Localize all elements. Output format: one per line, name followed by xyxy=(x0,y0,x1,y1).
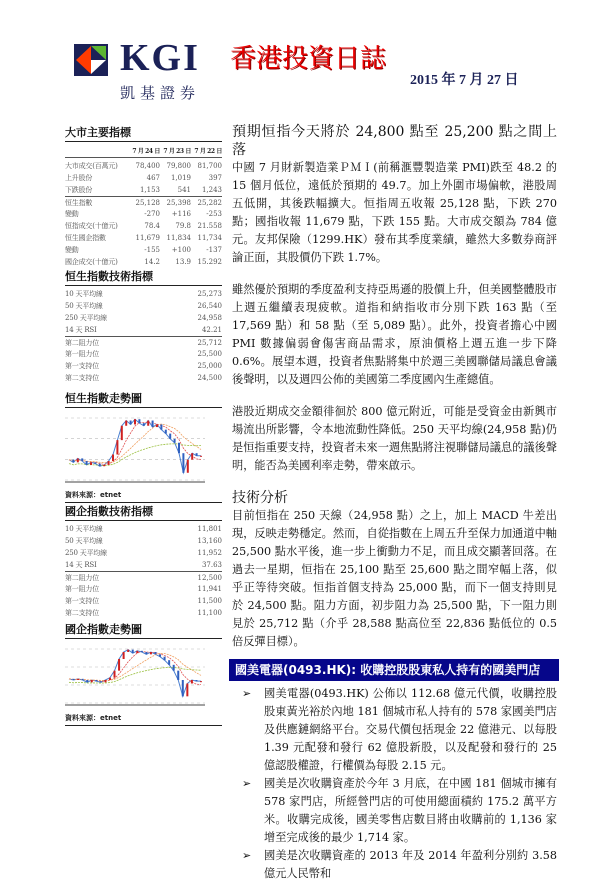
bullet-arrow-icon: ➢ xyxy=(242,687,252,700)
table-row xyxy=(65,196,222,208)
chart-title: 恒生指數走勢圖 xyxy=(65,390,222,408)
table-row xyxy=(65,348,222,360)
candle xyxy=(169,434,171,439)
candle xyxy=(90,462,92,465)
bullet-item xyxy=(232,775,557,847)
paragraph: 港股近期成交金額徘徊於 800 億元附近，可能是受資金由新興市場流出所影響，令本地流動性降低。250 天平均線(24,958 點)仍是恒指重要支持，投資者未來一週焦點將注視聯儲局議息的議後聲明，能否為美國利率走勢，帶來啟示。 xyxy=(232,405,557,472)
candle xyxy=(112,454,114,461)
candle xyxy=(116,440,118,454)
row-label: 10 天平均線 xyxy=(65,525,103,533)
candle xyxy=(103,465,105,466)
article-headline: 預期恒指今天將於 24,800 點至 25,200 點之間上落 xyxy=(232,124,557,158)
cell-value: 79,800 xyxy=(166,162,191,170)
cell-value: 1,019 xyxy=(170,174,191,182)
candle xyxy=(123,652,125,659)
stock-banner: 國美電器(0493.HK): 收購控股股東私人持有的國美門店 xyxy=(229,659,559,681)
table-row xyxy=(65,372,222,384)
table-row xyxy=(65,172,222,184)
candle xyxy=(168,660,170,665)
candle xyxy=(72,460,74,463)
row-label: 250 天平均線 xyxy=(65,314,107,322)
cell-value: 13.9 xyxy=(175,258,191,266)
candle xyxy=(73,679,75,680)
row-label: 第一阻力位 xyxy=(65,350,99,358)
bullet-item xyxy=(232,847,557,883)
candle xyxy=(159,654,161,656)
section-title: 恒生指數技術指標 xyxy=(65,268,222,286)
candle xyxy=(174,439,176,443)
paragraph: 雖然優於預期的季度盈利支持亞馬遜的股價上升，但美國整體股市上週五繼續表現疲軟。道指和納指收市分別下跌 163 點（至 17,569 點）和 58 點（至 5,089 點）。此外，投資者擔心中國 PMI 數據偏弱會傷害商品需求，原油價格上週五進一步下降 0.6%。展望本週，投資者焦點將集中於週三美國聯儲局議息會議後聲明，以及週四公佈的美國第二季度國內生產總值。 xyxy=(232,283,557,386)
cell-value: 78.4 xyxy=(144,222,160,230)
kgi-logo xyxy=(74,37,214,102)
cell-value: 78,400 xyxy=(135,162,160,170)
candle xyxy=(154,652,156,654)
hsi-chart xyxy=(65,408,222,486)
candle xyxy=(95,680,97,681)
bullet-arrow-icon: ➢ xyxy=(242,777,252,790)
cell-value: 25,000 xyxy=(197,362,222,370)
cell-value: 11,834 xyxy=(166,234,191,242)
table-row xyxy=(65,244,222,256)
table-row xyxy=(65,583,222,595)
row-label: 第一阻力位 xyxy=(65,585,99,593)
cell-value: +100 xyxy=(171,246,191,254)
cell-value: 397 xyxy=(208,174,222,182)
cell-value: 1,153 xyxy=(139,186,160,194)
row-label: 恒生指數 xyxy=(65,199,93,207)
table-row xyxy=(65,288,222,300)
cell-value: 26,540 xyxy=(197,302,222,310)
table-row xyxy=(65,607,222,619)
cell-value: 13,160 xyxy=(197,537,222,545)
report-title: 香港投資日誌 xyxy=(230,44,387,74)
bullet-arrow-icon: ➢ xyxy=(242,849,252,862)
candle xyxy=(156,424,158,427)
cell-value: 42.21 xyxy=(201,326,222,334)
cell-value: 15.292 xyxy=(197,258,222,266)
table-header xyxy=(65,146,222,158)
price-line xyxy=(69,419,201,473)
table-row xyxy=(65,595,222,607)
cell-value: -155 xyxy=(144,246,160,254)
bullet-text: 國美是次收購資產於今年 3 月底，在中國 181 個城市擁有 578 家門店，所經營門店的可使用總面積約 175.2 萬平方米。收購完成後，國美零售店數目將由收購前的 1,136 家增至完成後的最少 1,714 家。 xyxy=(264,777,557,844)
bullet-text: 國美電器(0493.HK) 公佈以 112.68 億元代價，收購控股股東黃光裕於內地 181 個城市私人持有的 578 家國美門店及供應鏈網絡平台。交易代價包括現金 22 億港元、以每股 1.39 元配發和發行 62 億股新股，以及配發和發行的 25 億認股權證，行權價為每股 2.15 元。 xyxy=(264,687,557,772)
row-label: 國企成交(十億元) xyxy=(65,258,118,266)
candle xyxy=(99,464,101,467)
report-date: 2015 年 7 月 27 日 xyxy=(410,73,519,88)
candle xyxy=(86,680,88,682)
row-label: 下跌股份 xyxy=(65,186,93,194)
candle xyxy=(125,421,127,426)
row-label: 第二支持位 xyxy=(65,374,99,382)
table-row xyxy=(65,184,222,196)
bullet-text: 國美是次收購資產的 2013 年及 2014 年盈利分別約 3.58 億元人民幣和 xyxy=(264,849,557,880)
candle xyxy=(196,453,198,456)
table-row xyxy=(65,220,222,232)
candle xyxy=(91,680,93,682)
cell-value: -270 xyxy=(144,210,160,218)
table-row xyxy=(65,360,222,372)
cell-value: 12,500 xyxy=(197,574,222,582)
section-title: 大市主要指標 xyxy=(65,124,222,142)
candle xyxy=(150,652,152,654)
candle xyxy=(81,458,83,461)
cell-value: 25,273 xyxy=(197,290,222,298)
candle xyxy=(132,650,134,654)
table-row xyxy=(65,559,222,571)
candle xyxy=(94,462,96,463)
col-header: 7 月 24 日 xyxy=(132,148,160,155)
article xyxy=(232,123,557,883)
table-row xyxy=(65,300,222,312)
candle xyxy=(160,424,162,429)
cell-value: 1,243 xyxy=(201,186,222,194)
candle xyxy=(82,679,84,680)
candle xyxy=(100,681,102,682)
row-label: 14 天 RSI xyxy=(65,561,97,569)
hscei-tech-indicators xyxy=(65,503,222,726)
candle xyxy=(195,680,197,681)
cell-value: 25,712 xyxy=(197,339,222,347)
candle xyxy=(177,671,179,680)
candle xyxy=(138,419,140,423)
table-row xyxy=(65,324,222,336)
cell-value: 467 xyxy=(146,174,160,182)
row-label: 上升股份 xyxy=(65,174,93,182)
candle xyxy=(118,659,120,671)
logo-mark-icon xyxy=(74,44,108,76)
paragraph: 中國 7 月財新製造業ＰＭＩ(前稱滙豐製造業 PMI)跌至 48.2 的 15 個月低位，遠低於預期的 49.7。加上外圍市場偏軟，港股周五低開，其後跌幅擴大。恒指周五收報 25,128 點，下跌 270 點；國指收報 11,679 點，下跌 155 點。大市成交額為 784 億元。友邦保險（1299.HK）發布其季度業績，雖然大多數券商評論正面，其股價仍下跌 1.7%。 xyxy=(232,161,557,264)
candle xyxy=(121,426,123,440)
hsi-tech-indicators xyxy=(65,268,222,503)
table-row xyxy=(65,312,222,324)
candle xyxy=(143,423,145,426)
tech-paragraph: 目前恒指在 250 天線（24,958 點）之上，加上 MACD 牛差出現，反映走勢穩定。然而，自從指數在上周五升至保力加通道中軸 25,500 點水平後，進一步上衝動力不足，而且成交顯著回落。在過去一星期，恒指在 25,100 點至 25,600 點之間窄幅上落，似乎正等待突破。恒指首個支持為 25,000 點，而下一個支持則見於 24,500 點。阻力方面，初步阻力為 25,500 點，下一阻力則見於 25,712 點（介乎 28,588 點高位至 22,836 點低位的 0.5 倍反彈目標）。 xyxy=(232,509,557,648)
candle xyxy=(130,421,132,425)
ma10-line xyxy=(69,652,201,685)
section-title: 國企指數技術指標 xyxy=(65,503,222,521)
candle xyxy=(145,652,147,654)
row-label: 第二支持位 xyxy=(65,609,99,617)
cell-value: 11,679 xyxy=(135,234,160,242)
cell-value: 11,100 xyxy=(197,609,222,617)
row-label: 50 天平均線 xyxy=(65,302,103,310)
col-header: 7 月 23 日 xyxy=(163,148,191,155)
candle xyxy=(200,681,202,682)
cell-value: 11,941 xyxy=(197,585,222,593)
table-row xyxy=(65,547,222,559)
row-label: 250 天平均線 xyxy=(65,549,107,557)
table-row xyxy=(65,208,222,220)
candle xyxy=(77,679,79,680)
candle xyxy=(178,443,180,453)
tech-title: 技術分析 xyxy=(232,490,288,506)
cell-value: 14.2 xyxy=(144,258,160,266)
price-line xyxy=(69,650,201,697)
chart-title: 國企指數走勢圖 xyxy=(65,621,222,639)
candle xyxy=(136,651,138,653)
cell-value: 21.558 xyxy=(197,222,222,230)
bullet-item xyxy=(232,685,557,775)
row-label: 10 天平均線 xyxy=(65,290,103,298)
col-header: 7 月 22 日 xyxy=(194,148,222,155)
cell-value: 37.63 xyxy=(201,561,222,569)
table-row xyxy=(65,336,222,348)
chart-source: 資料來源：etnet xyxy=(65,488,222,503)
cell-value: 25,128 xyxy=(135,199,160,207)
table-row xyxy=(65,535,222,547)
candle xyxy=(152,421,154,428)
candle xyxy=(164,657,166,661)
stock-bullets xyxy=(232,685,557,883)
cell-value: 24,958 xyxy=(197,314,222,322)
chart-source: 資料來源：etnet xyxy=(65,711,222,726)
candle xyxy=(104,680,106,682)
candle xyxy=(191,453,193,460)
cell-value: -137 xyxy=(206,246,222,254)
candle xyxy=(127,650,129,652)
cell-value: 11,734 xyxy=(197,234,222,242)
cell-value: 541 xyxy=(177,186,191,194)
row-label: 恒生國企指數 xyxy=(65,234,106,242)
row-label: 大市成交(百萬元) xyxy=(65,162,118,170)
candle xyxy=(182,680,184,696)
candle xyxy=(200,456,202,457)
row-label: 第二阻力位 xyxy=(65,574,99,582)
cell-value: 24,500 xyxy=(197,374,222,382)
cell-value: 25,282 xyxy=(197,199,222,207)
candle xyxy=(108,461,110,465)
cell-value: 79.8 xyxy=(175,222,191,230)
cell-value: 81,700 xyxy=(197,162,222,170)
row-label: 第一支持位 xyxy=(65,597,99,605)
cell-value: 25,398 xyxy=(166,199,191,207)
candle xyxy=(165,430,167,434)
candle xyxy=(109,678,111,680)
table-row xyxy=(65,523,222,535)
row-label: 變動 xyxy=(65,210,79,218)
candle xyxy=(186,684,188,697)
table-row xyxy=(65,256,222,268)
cell-value: 25,500 xyxy=(197,350,222,358)
candle xyxy=(147,421,149,426)
candle xyxy=(173,665,175,671)
row-label: 14 天 RSI xyxy=(65,326,97,334)
cell-value: -253 xyxy=(206,210,222,218)
row-label: 50 天平均線 xyxy=(65,537,103,545)
candle xyxy=(141,651,143,652)
candle xyxy=(187,460,189,473)
market-indicators xyxy=(65,124,222,268)
candle xyxy=(191,680,193,684)
candle xyxy=(77,458,79,462)
cell-value: 11,952 xyxy=(197,549,222,557)
logo-text: KGI xyxy=(120,37,200,79)
table-row xyxy=(65,571,222,583)
row-label: 恒指成交(十億元) xyxy=(65,222,118,230)
table-row xyxy=(65,160,222,172)
logo-cn: 凱基證券 xyxy=(120,84,201,102)
row-label: 第二阻力位 xyxy=(65,339,99,347)
candle xyxy=(182,453,184,473)
row-label: 第一支持位 xyxy=(65,362,99,370)
candle xyxy=(114,671,116,678)
ma250-line xyxy=(69,667,201,683)
candle xyxy=(134,419,136,424)
candle xyxy=(86,461,88,465)
table-row xyxy=(65,232,222,244)
hscei-chart xyxy=(65,639,222,709)
cell-value: +116 xyxy=(171,210,191,218)
row-label: 變動 xyxy=(65,246,79,254)
cell-value: 11,500 xyxy=(197,597,222,605)
cell-value: 11,801 xyxy=(197,525,222,533)
